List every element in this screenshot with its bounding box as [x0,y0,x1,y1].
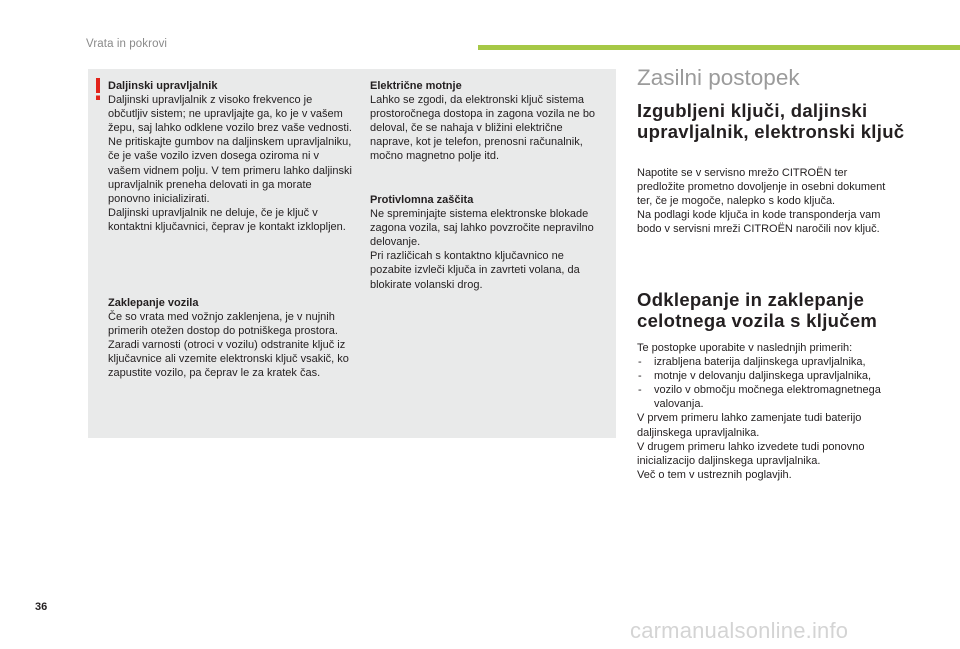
accent-bar [478,45,960,50]
electrical-interference-note [370,79,608,164]
lost-keys-heading: Izgubljeni ključi, daljinski upravljalnik, elektronski ključ [637,100,905,142]
note-paragraph: Daljinski upravljalnik z visoko frekvenco je občutljiv sistem; ne upravljajte ga, ko je v vašem žepu, saj lahko odklene vozilo brez vaše vednosti. [108,94,352,135]
note-paragraph: Pri različicah s kontaktno ključavnico ne pozabite izvleči ključa in zavrteti volana, da blokirate volanski drog. [370,250,580,291]
note-subtitle: Zaklepanje vozila [108,297,199,309]
unlock-lock-text [637,341,897,482]
unlock-lock-heading: Odklepanje in zaklepanje celotnega vozila s ključem [637,289,878,331]
note-paragraph: Lahko se zgodi, da elektronski ključ sistema prostoročnega dostopa in zagona vozila ne bo deloval, če se nahaja v bližini električne naprave, kot je telefon, prenosni računalnik, močno magnetno polje itd. [370,94,596,163]
note-paragraph: Ne pritiskajte gumbov na daljinskem upravljalniku, če je vaše vozilo izven dosega oziroma ni v vašem vidnem polju. V tem primeru lahko daljinski upravljalnik preneha delovati in ga morate ponovno inicializirati. [108,136,352,205]
vehicle-locking-note [108,296,352,381]
list-item: - motnje v delovanju daljinskega upravljalnika, [637,369,897,383]
body-paragraph: V prvem primeru lahko zamenjate tudi baterijo daljinskega upravljalnika. [637,412,862,439]
body-paragraph: V drugem primeru lahko izvedete tudi ponovno inicializacijo daljinskega upravljalnika. [637,440,865,467]
lost-keys-text [637,166,897,236]
body-paragraph: Napotite se v servisno mrežo CITROËN ter predložite prometno dovoljenje in osebni dokument ter, če je mogoče, nalepko s kodo ključa. [637,167,886,208]
body-paragraph: Te postopke uporabite v naslednjih primerih: [637,342,853,354]
list-item: - vozilo v območju močnega elektromagnetnega valovanja. [637,383,897,411]
list-item: - izrabljena baterija daljinskega upravljalnika, [637,355,897,369]
body-paragraph: Več o tem v ustreznih poglavjih. [637,468,792,481]
note-paragraph: Ne spreminjajte sistema elektronske blokade zagona vozila, saj lahko povzročite nepravilno delovanje. [370,208,594,249]
watermark: carmanualsonline.info [630,618,849,643]
note-paragraph: Daljinski upravljalnik ne deluje, če je ključ v kontaktni ključavnici, čeprav je kontakt izklopljen. [108,206,346,233]
note-paragraph: Če so vrata med vožnjo zaklenjena, je v nujnih primerih otežen dostop do potniškega prostora. [108,311,338,338]
note-subtitle: Električne motnje [370,80,462,92]
page-number: 36 [35,601,48,613]
exclamation-warning-icon [93,78,103,100]
note-subtitle: Protivlomna zaščita [370,194,474,206]
note-subtitle: Daljinski upravljalnik [108,80,218,92]
cases-list [637,355,897,411]
note-paragraph: Zaradi varnosti (otroci v vozilu) odstranite ključ iz ključavnice ali vzemite elektronski ključ vsakič, ko zapustite vozilo, pa čeprav le za kratek čas. [108,339,349,380]
body-paragraph: Na podlagi kode ključa in kode transponderja vam bodo v servisni mreži CITROËN naročili nov ključ. [637,209,881,236]
anti-theft-note [370,193,608,292]
running-header: Vrata in pokrovi [86,38,168,50]
section-title: Zasilni postopek [637,65,800,90]
remote-control-note [108,79,352,234]
